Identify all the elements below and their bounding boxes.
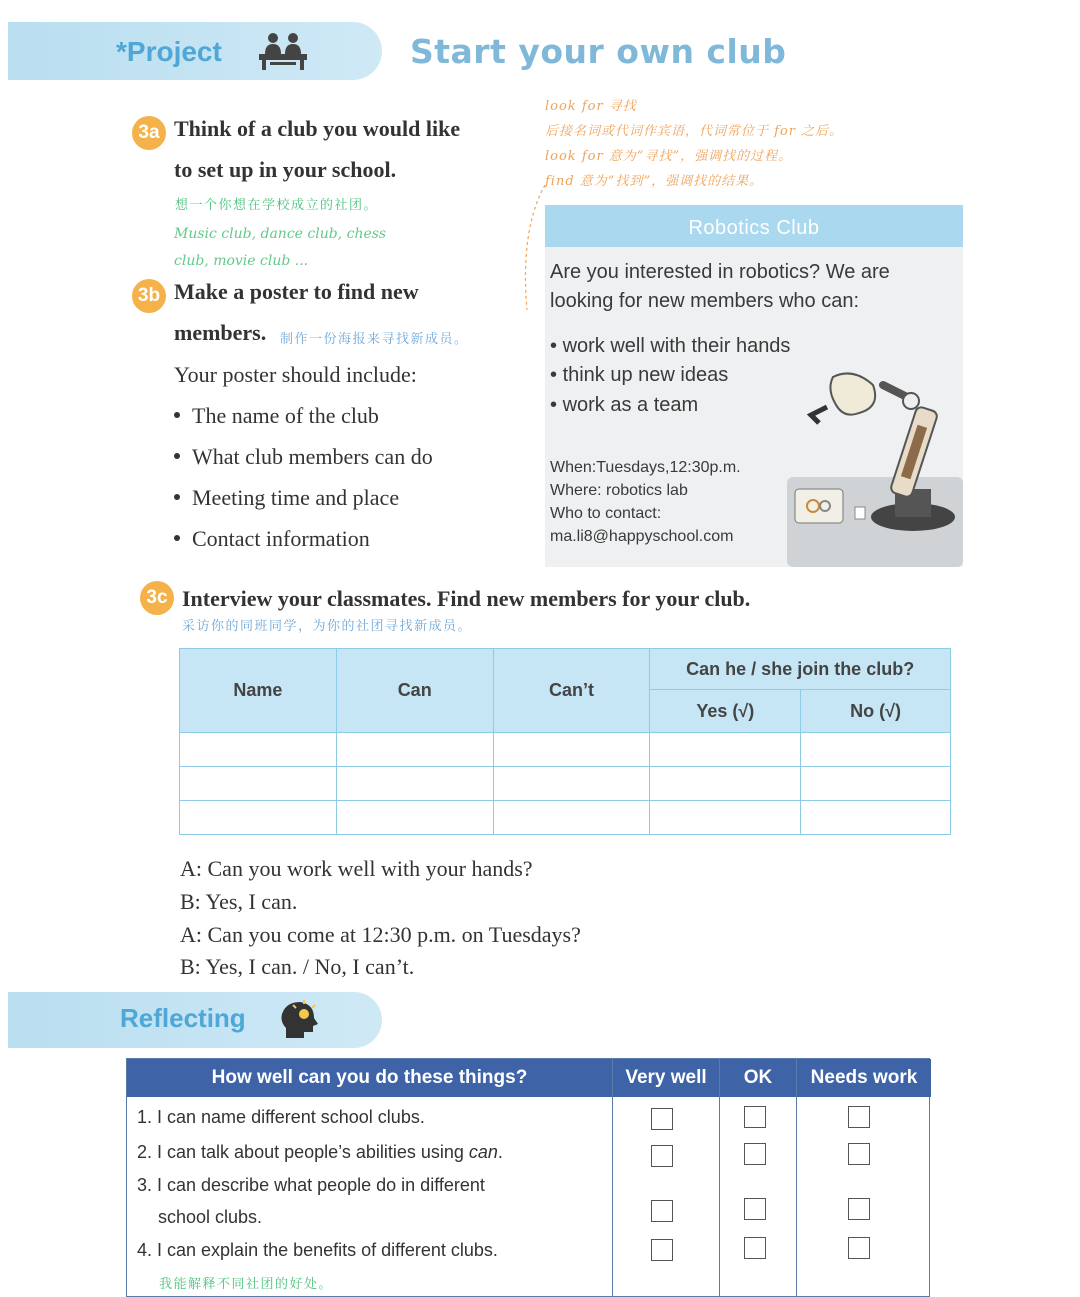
table-cell[interactable] (801, 767, 951, 801)
col-header-name: Name (180, 649, 337, 733)
table-cell[interactable] (801, 733, 951, 767)
include-item: Meeting time and place (174, 485, 399, 511)
col-header-needs-work: Needs work (797, 1059, 931, 1097)
reflecting-title: Reflecting (120, 1003, 246, 1033)
dialog-line: B: Yes, I can. (180, 889, 298, 914)
table-cell[interactable] (650, 801, 801, 835)
grammar-note-4: find 意为“找到”，强调找的结果。 (545, 174, 764, 189)
col-header-ok: OK (720, 1059, 796, 1097)
task-3c-cn-note: 采访你的同班同学，为你的社团寻找新成员。 (182, 619, 473, 634)
col-header-no: No (√) (801, 690, 951, 733)
col-header-cant: Can’t (493, 649, 650, 733)
grammar-note-2: 后接名词或代词作宾语，代词常位于 for 之后。 (545, 124, 844, 139)
task-3a-line2: to set up in your school. (174, 157, 397, 182)
table-row (180, 733, 951, 767)
poster-contact-label: Who to contact: (550, 505, 662, 522)
table-cell[interactable] (180, 767, 337, 801)
checkbox-ok[interactable] (744, 1237, 766, 1259)
grammar-note-3: look for 意为“寻找”，强调找的过程。 (545, 149, 793, 164)
task-3a-hand-note-1: Music club, dance club, chess (174, 226, 387, 242)
checkbox-ok[interactable] (744, 1143, 766, 1165)
checkbox-very-well[interactable] (651, 1145, 673, 1167)
task-3c-instruction: Interview your classmates. Find new members for your club. (182, 586, 751, 611)
task-3b-line2: members. (174, 320, 267, 345)
poster-bullet: • work as a team (550, 394, 699, 416)
include-item: Contact information (174, 526, 370, 552)
poster-bullet: • think up new ideas (550, 364, 729, 386)
task-3a-cn-note: 想一个你想在学校成立的社团。 (175, 198, 379, 213)
assessment-item-4: 4. I can explain the benefits of different clubs. (137, 1240, 498, 1260)
table-cell[interactable] (336, 767, 493, 801)
assessment-item-3b: school clubs. (158, 1207, 263, 1227)
dialog-line: A: Can you come at 12:30 p.m. on Tuesdays? (180, 922, 581, 947)
grammar-note-1: look for 寻找 (545, 99, 637, 114)
thinking-head-icon (278, 998, 320, 1042)
poster-when: When:Tuesdays,12:30p.m. (550, 459, 741, 476)
checkbox-needs-work[interactable] (848, 1237, 870, 1259)
table-cell[interactable] (801, 801, 951, 835)
task-badge-3c: 3c (140, 581, 174, 615)
assessment-item-4-cn: 我能解释不同社团的好处。 (159, 1277, 334, 1292)
poster-include-intro: Your poster should include: (174, 362, 417, 387)
table-cell[interactable] (336, 733, 493, 767)
checkbox-ok[interactable] (744, 1198, 766, 1220)
interview-table (179, 648, 951, 835)
table-cell[interactable] (650, 733, 801, 767)
table-cell[interactable] (493, 733, 650, 767)
checkbox-needs-work[interactable] (848, 1143, 870, 1165)
table-cell[interactable] (336, 801, 493, 835)
table-cell[interactable] (493, 767, 650, 801)
assessment-item-3a: 3. I can describe what people do in different (137, 1175, 485, 1195)
column-divider (796, 1059, 797, 1297)
assessment-item-1: 1. I can name different school clubs. (137, 1107, 425, 1127)
checkbox-very-well[interactable] (651, 1200, 673, 1222)
include-item: What club members can do (174, 444, 433, 470)
poster-contact-email: ma.li8@happyschool.com (550, 528, 734, 545)
table-cell[interactable] (493, 801, 650, 835)
col-header-very-well: Very well (613, 1059, 719, 1097)
self-assessment-table (126, 1058, 930, 1297)
checkbox-needs-work[interactable] (848, 1106, 870, 1128)
robot-arm-illustration (763, 367, 963, 567)
col-header-can: Can (336, 649, 493, 733)
task-3a-line1: Think of a club you would like (174, 116, 461, 141)
col-header-question: How well can you do these things? (127, 1059, 612, 1097)
col-header-join: Can he / she join the club? (650, 649, 951, 690)
column-divider (612, 1059, 613, 1297)
checkbox-very-well[interactable] (651, 1108, 673, 1130)
page-title: Start your own club (410, 32, 787, 71)
task-badge-3a: 3a (132, 116, 166, 150)
people-at-desk-icon (256, 30, 310, 72)
checkbox-needs-work[interactable] (848, 1198, 870, 1220)
table-cell[interactable] (650, 767, 801, 801)
dialog-line: A: Can you work well with your hands? (180, 856, 533, 881)
column-divider (719, 1059, 720, 1297)
table-cell[interactable] (180, 801, 337, 835)
table-row (180, 801, 951, 835)
project-label: *Project (116, 36, 222, 67)
task-3b-cn-note: 制作一份海报来寻找新成员。 (280, 332, 469, 347)
table-cell[interactable] (180, 733, 337, 767)
poster-intro-2: looking for new members who can: (550, 290, 860, 312)
col-header-yes: Yes (√) (650, 690, 801, 733)
task-3b-line1: Make a poster to find new (174, 279, 419, 304)
table-row (180, 767, 951, 801)
poster-title: Robotics Club (545, 205, 963, 247)
assessment-item-2: 2. I can talk about people’s abilities using can. (137, 1142, 503, 1162)
poster-where: Where: robotics lab (550, 482, 688, 499)
poster-intro-1: Are you interested in robotics? We are (550, 261, 890, 283)
poster-bullet: • work well with their hands (550, 335, 791, 357)
task-3a-hand-note-2: club, movie club ... (174, 253, 309, 269)
include-item: The name of the club (174, 403, 379, 429)
task-badge-3b: 3b (132, 279, 166, 313)
checkbox-very-well[interactable] (651, 1239, 673, 1261)
dialog-line: B: Yes, I can. / No, I can’t. (180, 954, 415, 979)
checkbox-ok[interactable] (744, 1106, 766, 1128)
robotics-club-poster (545, 205, 963, 567)
